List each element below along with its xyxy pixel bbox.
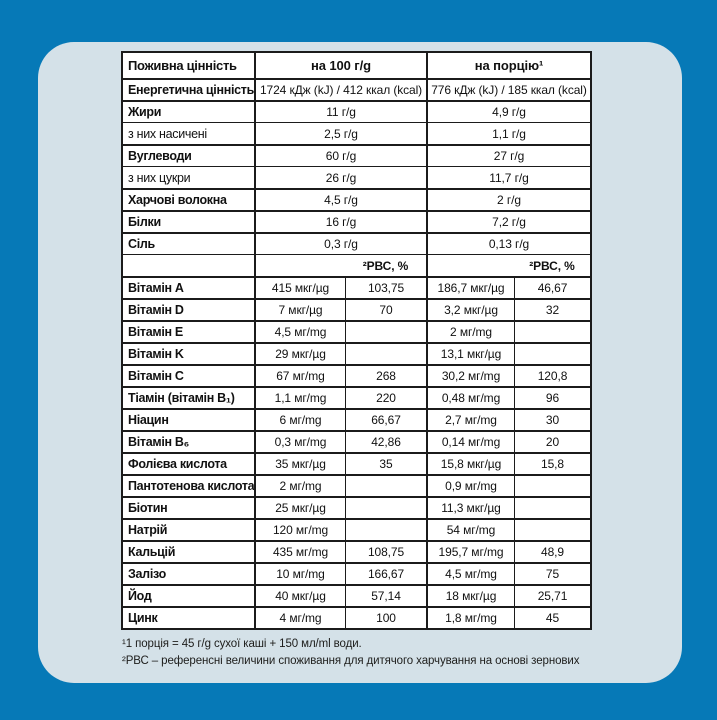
nutrient-name-cell: Сіль [123,232,254,254]
table-row [123,386,590,408]
rvs-label-cell: ²РВС, % [345,254,426,276]
nutrient-name-cell: Харчові волокна [123,188,254,210]
value-portion-cell [426,254,514,276]
column-header-portion: на порцію¹ [426,53,590,78]
table-row [123,320,590,342]
value-portion-cell: 1,8 мг/mg [426,606,514,628]
footnote-rvs: ²РВС – референсні величини споживання для дитячого харчування на основі зернових [122,655,580,667]
footnotes [122,636,682,670]
percent-portion-cell: 96 [514,386,590,408]
nutrient-name-cell: Вітамін B₆ [123,430,254,452]
value-per100-cell: 40 мкг/µg [254,584,345,606]
percent-per100-cell: 166,67 [345,562,426,584]
percent-per100-cell: 70 [345,298,426,320]
nutrient-name-cell: Вітамін A [123,276,254,298]
value-portion-cell: 18 мкг/µg [426,584,514,606]
percent-portion-cell [514,342,590,364]
percent-portion-cell: 32 [514,298,590,320]
percent-per100-cell: 100 [345,606,426,628]
nutrient-name-cell [123,254,254,276]
table-row [123,452,590,474]
percent-per100-cell [345,342,426,364]
percent-per100-cell: 66,67 [345,408,426,430]
table-row [123,562,590,584]
percent-per100-cell [345,320,426,342]
value-portion-cell: 15,8 мкг/µg [426,452,514,474]
table-row [123,408,590,430]
value-portion-cell: 2 г/g [426,188,590,210]
nutrient-name-cell: Ніацин [123,408,254,430]
value-per100-cell: 60 г/g [254,144,426,166]
value-portion-cell: 0,14 мг/mg [426,430,514,452]
table-row [123,474,590,496]
table-row [123,540,590,562]
value-per100-cell: 7 мкг/µg [254,298,345,320]
percent-portion-cell: 75 [514,562,590,584]
nutrient-name-cell: Вітамін D [123,298,254,320]
value-portion-cell: 1,1 г/g [426,122,590,144]
value-portion-cell: 776 кДж (kJ) / 185 ккал (kcal) [426,78,590,100]
percent-per100-cell [345,496,426,518]
percent-portion-cell: 45 [514,606,590,628]
nutrition-table-body [123,53,590,628]
value-per100-cell: 16 г/g [254,210,426,232]
nutrient-name-cell: Вуглеводи [123,144,254,166]
nutrient-name-cell: Вітамін E [123,320,254,342]
label-panel [38,42,682,683]
value-per100-cell: 29 мкг/µg [254,342,345,364]
nutrient-name-cell: Залізо [123,562,254,584]
percent-per100-cell: 35 [345,452,426,474]
value-per100-cell: 4,5 мг/mg [254,320,345,342]
percent-portion-cell: 15,8 [514,452,590,474]
value-per100-cell: 11 г/g [254,100,426,122]
table-row [123,584,590,606]
nutrient-name-cell: Йод [123,584,254,606]
table-row [123,188,590,210]
percent-portion-cell: 120,8 [514,364,590,386]
value-per100-cell: 10 мг/mg [254,562,345,584]
value-portion-cell: 7,2 г/g [426,210,590,232]
percent-per100-cell: 268 [345,364,426,386]
nutrient-name-cell: Пантотенова кислота [123,474,254,496]
nutrient-name-cell: Тіамін (вітамін B₁) [123,386,254,408]
percent-portion-cell: 46,67 [514,276,590,298]
table-row [123,254,590,276]
percent-portion-cell: 48,9 [514,540,590,562]
value-portion-cell: 30,2 мг/mg [426,364,514,386]
percent-portion-cell: 30 [514,408,590,430]
value-per100-cell: 25 мкг/µg [254,496,345,518]
value-per100-cell: 35 мкг/µg [254,452,345,474]
table-row [123,232,590,254]
table-row [123,78,590,100]
nutrient-name-cell: Кальцій [123,540,254,562]
value-portion-cell: 195,7 мг/mg [426,540,514,562]
percent-portion-cell [514,496,590,518]
percent-per100-cell: 57,14 [345,584,426,606]
value-per100-cell: 435 мг/mg [254,540,345,562]
nutrient-name-cell: Натрій [123,518,254,540]
nutrient-name-cell: Білки [123,210,254,232]
column-header-nutrient: Поживна цінність [128,58,237,73]
value-portion-cell: 4,5 мг/mg [426,562,514,584]
table-row [123,606,590,628]
value-portion-cell: 13,1 мкг/µg [426,342,514,364]
percent-per100-cell [345,518,426,540]
nutrient-name-cell: Біотин [123,496,254,518]
value-portion-cell: 11,3 мкг/µg [426,496,514,518]
percent-per100-cell [345,474,426,496]
percent-portion-cell: 20 [514,430,590,452]
percent-per100-cell: 108,75 [345,540,426,562]
value-portion-cell: 2,7 мг/mg [426,408,514,430]
table-row [123,430,590,452]
value-per100-cell: 120 мг/mg [254,518,345,540]
value-per100-cell: 4 мг/mg [254,606,345,628]
value-portion-cell: 11,7 г/g [426,166,590,188]
table-row [123,298,590,320]
value-per100-cell [254,254,345,276]
footnote-serving: ¹1 порція = 45 г/g сухої каші + 150 мл/ml води. [122,638,362,650]
percent-portion-cell [514,320,590,342]
table-row [123,144,590,166]
nutrient-name-cell: Енергетична цінність [123,78,254,100]
value-portion-cell: 4,9 г/g [426,100,590,122]
column-header-per100: на 100 г/g [254,53,426,78]
nutrient-name-cell: з них цукри [123,166,254,188]
nutrient-name-cell: Вітамін C [123,364,254,386]
nutrition-table [121,51,592,630]
nutrient-name-cell: з них насичені [123,122,254,144]
table-row [123,496,590,518]
value-per100-cell: 0,3 г/g [254,232,426,254]
table-row [123,100,590,122]
table-row [123,166,590,188]
nutrient-name-cell: Вітамін K [123,342,254,364]
nutrient-name-cell: Жири [123,100,254,122]
value-portion-cell: 0,9 мг/mg [426,474,514,496]
value-portion-cell: 27 г/g [426,144,590,166]
value-portion-cell: 54 мг/mg [426,518,514,540]
table-row [123,364,590,386]
value-per100-cell: 1724 кДж (kJ) / 412 ккал (kcal) [254,78,426,100]
percent-per100-cell: 103,75 [345,276,426,298]
table-row [123,210,590,232]
table-row [123,122,590,144]
value-per100-cell: 1,1 мг/mg [254,386,345,408]
value-portion-cell: 2 мг/mg [426,320,514,342]
table-row [123,276,590,298]
value-per100-cell: 4,5 г/g [254,188,426,210]
value-per100-cell: 2,5 г/g [254,122,426,144]
percent-portion-cell [514,474,590,496]
table-row [123,518,590,540]
value-per100-cell: 26 г/g [254,166,426,188]
value-portion-cell: 186,7 мкг/µg [426,276,514,298]
rvs-label-cell: ²РВС, % [514,254,590,276]
table-row [123,342,590,364]
value-per100-cell: 415 мкг/µg [254,276,345,298]
nutrient-name-cell: Фолієва кислота [123,452,254,474]
percent-portion-cell [514,518,590,540]
value-per100-cell: 6 мг/mg [254,408,345,430]
value-portion-cell: 0,13 г/g [426,232,590,254]
value-per100-cell: 2 мг/mg [254,474,345,496]
value-portion-cell: 0,48 мг/mg [426,386,514,408]
header-row [123,53,590,78]
value-portion-cell: 3,2 мкг/µg [426,298,514,320]
percent-per100-cell: 42,86 [345,430,426,452]
percent-per100-cell: 220 [345,386,426,408]
percent-portion-cell: 25,71 [514,584,590,606]
value-per100-cell: 0,3 мг/mg [254,430,345,452]
value-per100-cell: 67 мг/mg [254,364,345,386]
nutrient-name-cell: Цинк [123,606,254,628]
